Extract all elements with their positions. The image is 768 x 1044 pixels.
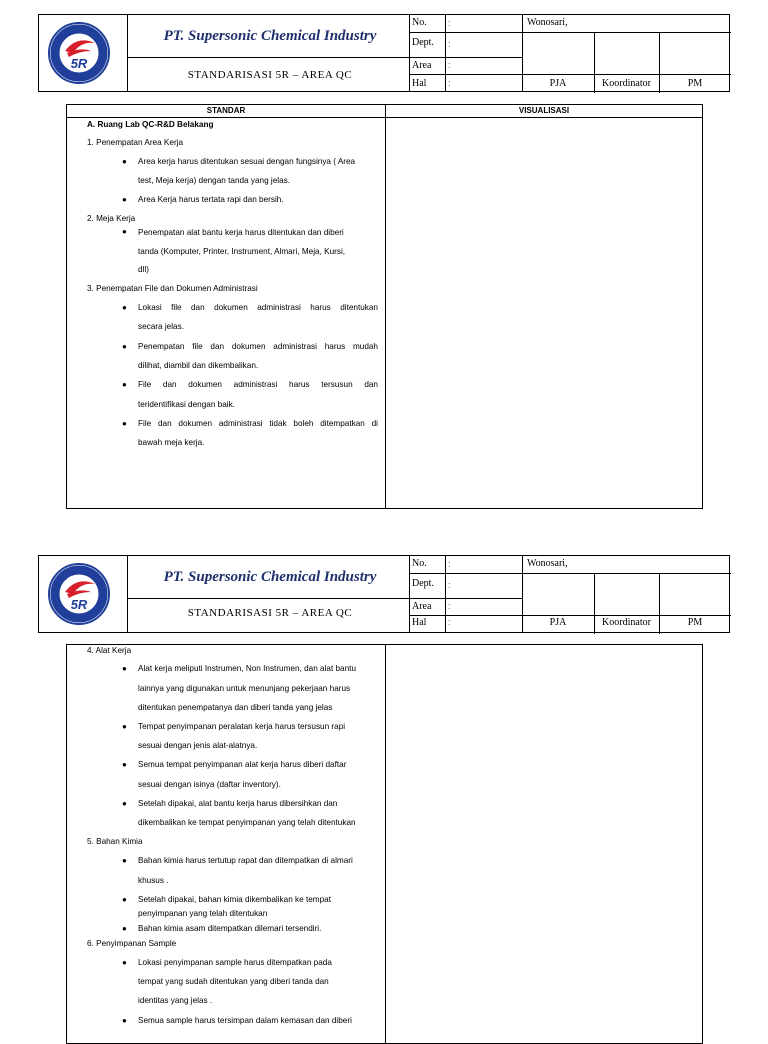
- signature-koordinator: Koordinator: [602, 617, 651, 628]
- label-hal: Hal: [412, 617, 427, 628]
- bullet: ●: [122, 924, 127, 933]
- signature-pm: PM: [687, 78, 703, 89]
- label-area: Area: [412, 60, 432, 71]
- label-dept: Dept.: [412, 578, 434, 589]
- label-hal: Hal: [412, 78, 427, 89]
- label-dept: Dept.: [412, 37, 434, 48]
- bullet: ●: [122, 419, 127, 428]
- colon: :: [448, 559, 451, 569]
- label-no: No.: [412, 17, 427, 28]
- list-item: sesuai dengan isinya (daftar inventory).: [138, 780, 281, 789]
- colon: :: [448, 78, 451, 88]
- bullet: ●: [122, 856, 127, 865]
- colon: :: [448, 60, 451, 70]
- signature-pja: PJA: [549, 78, 567, 89]
- list-item: Lokasi penyimpanan sample harus ditempatkan pada: [138, 958, 332, 967]
- bullet: ●: [122, 895, 127, 904]
- bullet: ●: [122, 958, 127, 967]
- list-item: secara jelas.: [138, 322, 184, 331]
- document-title: STANDARISASI 5R – AREA QC: [187, 69, 353, 81]
- bullet: ●: [122, 303, 127, 312]
- signature-koordinator: Koordinator: [602, 78, 651, 89]
- bullet: ●: [122, 760, 127, 769]
- item-title: 1. Penempatan Area Kerja: [87, 138, 184, 147]
- bullet: ●: [122, 722, 127, 731]
- list-item: test, Meja kerja) dengan tanda yang jelas.: [138, 176, 291, 185]
- signature-pm: PM: [687, 617, 703, 628]
- list-item: Bahan kimia asam ditempatkan dilemari tersendiri.: [138, 924, 322, 933]
- location-date: Wonosari,: [527, 17, 568, 28]
- svg-text:5R: 5R: [70, 597, 88, 612]
- label-area: Area: [412, 601, 432, 612]
- list-item: dikembalikan ke tempat penyimpanan yang telah ditentukan: [138, 818, 356, 827]
- company-name: PT. Supersonic Chemical Industry: [163, 569, 377, 585]
- item-title: 2. Meja Kerja: [87, 214, 136, 223]
- list-item: File dan dokumen administrasi harus tersusun dan: [138, 380, 378, 389]
- colon: :: [448, 601, 451, 611]
- list-item: penyimpanan yang telah ditentukan: [138, 909, 268, 918]
- location-date: Wonosari,: [527, 558, 568, 569]
- item-title: 5. Bahan Kimia: [87, 837, 143, 846]
- 5r-logo: [47, 21, 111, 85]
- list-item: Semua tempat penyimpanan alat kerja harus diberi daftar: [138, 760, 347, 769]
- company-name: PT. Supersonic Chemical Industry: [163, 28, 377, 44]
- item-title: 3. Penempatan File dan Dokumen Administrasi: [87, 284, 258, 293]
- list-item: Tempat penyimpanan peralatan kerja harus tersusun rapi: [138, 722, 346, 731]
- list-item: Bahan kimia harus tertutup rapat dan ditempatkan di almari: [138, 856, 353, 865]
- list-item: khusus .: [138, 876, 169, 885]
- label-no: No.: [412, 558, 427, 569]
- list-item: identitas yang jelas .: [138, 996, 213, 1005]
- list-item: Setelah dipakai, bahan kimia dikembalikan ke tempat: [138, 895, 331, 904]
- list-item: Lokasi file dan dokumen administrasi harus ditentukan: [138, 303, 378, 312]
- list-item: File dan dokumen administrasi tidak boleh ditempatkan di: [138, 419, 378, 428]
- list-item: dilihat, diambil dan dikembalikan.: [138, 361, 259, 370]
- list-item: Area kerja harus ditentukan sesuai dengan fungsinya ( Area: [138, 157, 356, 166]
- bullet: ●: [122, 227, 127, 236]
- document-header: [38, 555, 730, 633]
- list-item: Area Kerja harus tertata rapi dan bersih.: [138, 195, 284, 204]
- bullet: ●: [122, 1016, 127, 1025]
- bullet: ●: [122, 664, 127, 673]
- colon: :: [448, 617, 451, 627]
- list-item: Setelah dipakai, alat bantu kerja harus dibersihkan dan: [138, 799, 338, 808]
- colon: :: [448, 580, 451, 590]
- bullet: ●: [122, 342, 127, 351]
- item-title: 4. Alat Kerja: [87, 646, 132, 655]
- list-item: sesuai dengan jenis alat-alatnya.: [138, 741, 258, 750]
- bullet: ●: [122, 195, 127, 204]
- document-title: STANDARISASI 5R – AREA QC: [187, 607, 353, 619]
- bullet: ●: [122, 799, 127, 808]
- section-title: A. Ruang Lab QC-R&D Belakang: [87, 120, 214, 129]
- list-item: tempat yang sudah ditentukan yang diberi tanda dan: [138, 977, 329, 986]
- list-item: dll): [138, 265, 149, 274]
- column-header-standar: STANDAR: [206, 106, 246, 115]
- list-item: Semua sample harus tersimpan dalam kemasan dan diberi: [138, 1016, 352, 1025]
- svg-text:5R: 5R: [70, 56, 88, 71]
- document-header: [38, 14, 730, 92]
- list-item: Penempatan alat bantu kerja harus ditentukan dan diberi: [138, 228, 344, 237]
- list-item: ditentukan penempatanya dan diberi tanda yang jelas: [138, 703, 333, 712]
- list-item: tanda (Komputer, Printer, Instrument, Almari, Meja, Kursi,: [138, 247, 346, 256]
- bullet: ●: [122, 157, 127, 166]
- list-item: Alat kerja meliputi Instrumen, Non Instrumen, dan alat bantu: [138, 664, 356, 673]
- colon: :: [448, 18, 451, 28]
- bullet: ●: [122, 380, 127, 389]
- item-title: 6. Penyimpanan Sample: [87, 939, 177, 948]
- list-item: teridentifikasi dengan baik.: [138, 400, 235, 409]
- list-item: bawah meja kerja.: [138, 438, 205, 447]
- column-header-visualisasi: VISUALISASI: [518, 106, 570, 115]
- 5r-logo: [47, 562, 111, 626]
- signature-pja: PJA: [549, 617, 567, 628]
- colon: :: [448, 39, 451, 49]
- list-item: Penempatan file dan dokumen administrasi harus mudah: [138, 342, 378, 351]
- list-item: lainnya yang digunakan untuk menunjang pekerjaan harus: [138, 684, 351, 693]
